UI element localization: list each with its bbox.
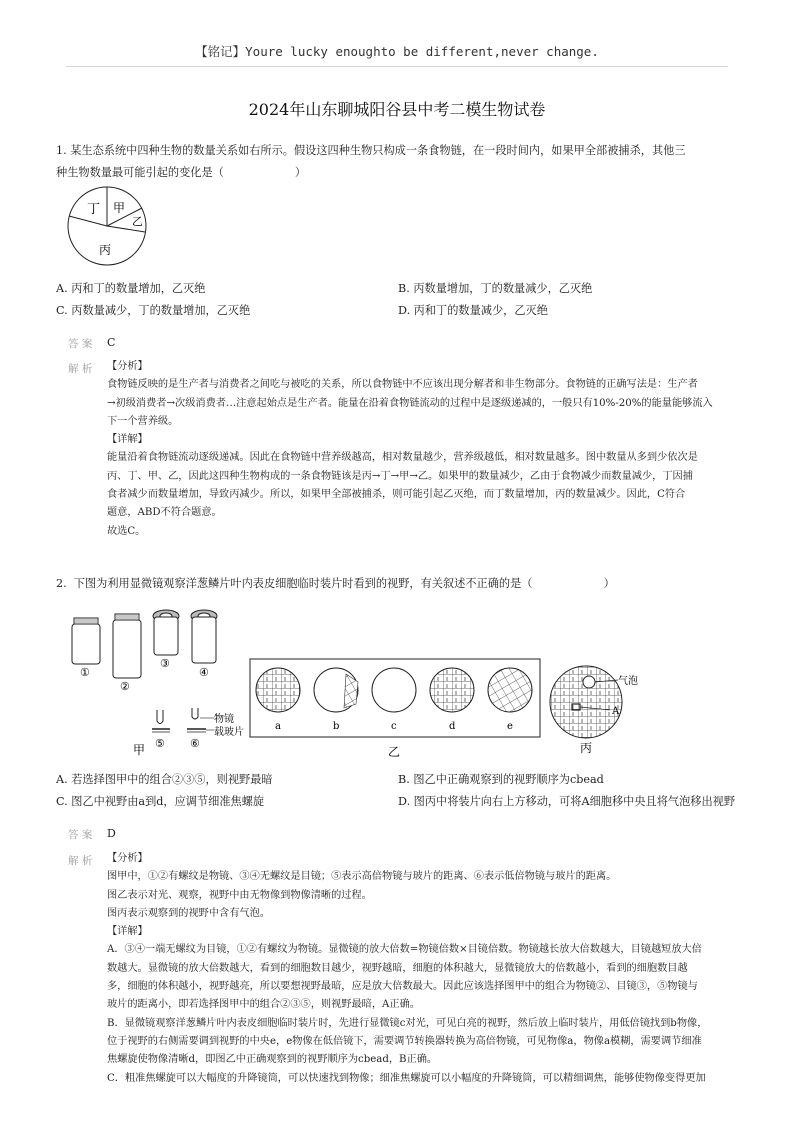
- view-e: [488, 668, 532, 712]
- view-letter-b: b: [333, 721, 340, 732]
- jia-number-3: ③: [160, 657, 170, 670]
- analysis-line: 食物链反映的是生产者与消费者之间吃与被吃的关系，所以食物链中不应该出现分解者和非生物部分。食物链的正确写法是：生产者: [107, 379, 698, 391]
- cell-a-label: A: [612, 706, 620, 717]
- view-letter-a: a: [275, 721, 281, 732]
- objective-lens-1: [72, 618, 100, 664]
- analysis-line: 焦螺旋使物像清晰d，即图乙中正确观察到的视野顺序为cbead，B正确。: [107, 1054, 438, 1066]
- analysis-line: 【详解】: [107, 926, 148, 938]
- objective-distance-6: [187, 708, 206, 732]
- analysis-line: A．③④一端无螺纹为目镜，①②有螺纹为物镜。显微镜的放大倍数=物镜倍数×目镜倍数。物镜越长放大倍数越大，目镜越短放大倍: [107, 944, 702, 956]
- analysis-line: 【详解】: [107, 434, 148, 446]
- analysis-line: 图丙表示观察到的视野中含有气泡。: [107, 907, 270, 919]
- analysis-line: 多，细胞的体积越小，视野越亮，所以要想视野最暗，应是放大倍数最大。因此应该选择图甲中的组合为物镜②、目镜③，⑤物镜与: [107, 981, 698, 993]
- q2-microscope-figure: [56, 604, 746, 760]
- view-letter-c: c: [391, 721, 397, 732]
- q2-option-c[interactable]: C. 图乙中视野由a到d，应调节细准焦螺旋: [56, 795, 265, 808]
- jia-number-4: ④: [199, 666, 209, 679]
- analysis-line: 下一个营养级。: [107, 415, 179, 427]
- analysis-line: 能量沿着食物链流动逐级递减。因此在食物链中营养级越高，相对数量越少，营养级越低，相对数量越多。图中数量从多到少依次是: [107, 452, 698, 464]
- q2-option-b[interactable]: B. 图乙中正确观察到的视野顺序为cbead: [398, 773, 604, 786]
- bubble: [583, 676, 595, 688]
- figure-label-yi: 乙: [388, 745, 401, 759]
- analysis-line: 位于视野的右侧需要调到视野的中央e，e物像在低倍镜下，需要调节转换器转换为高倍物镜，可见物像a，物像a模糊，需要调节细准: [107, 1035, 702, 1047]
- q1-analysis: [107, 358, 732, 541]
- q1-stem: [56, 140, 746, 184]
- analysis-line: 数越大。显微镜的放大倍数越大，看到的细胞数目越少，视野越暗，细胞的体积越大，显微镜放大的倍数越小，看到的细胞数目越: [107, 962, 688, 974]
- pie-label-jia: 甲: [113, 201, 126, 215]
- view-d: [430, 668, 474, 712]
- analysis-line: 图乙表示对光、观察，视野中由无物像到物像清晰的过程。: [107, 889, 372, 901]
- analysis-line: 食者减少而数量增加，导致丙减少。所以，如果甲全部被捕杀，则可能引起乙灭绝，而丁数量增加，丙的数量减少。因此，C符合: [107, 489, 686, 501]
- slide-label: 载玻片: [214, 727, 244, 738]
- page-title: 2024年山东聊城阳谷县中考二模生物试卷: [248, 100, 546, 119]
- q2-answer-label: 答 案: [68, 829, 93, 841]
- q1-answer: C: [107, 336, 116, 349]
- objective-label: 物镜: [214, 714, 234, 725]
- analysis-line: →初级消费者→次级消费者…注意起始点是生产者。能量在沿着食物链流动的过程中是逐级递减的，一般只有10%-20%的能量能够流入: [107, 397, 713, 409]
- jia-number-5: ⑤: [155, 737, 165, 750]
- q1-pie-figure: [56, 186, 166, 266]
- analysis-line: B．显微镜观察洋葱鳞片叶内表皮细胞临时装片时，先进行显微镜c对光，可见白亮的视野，然后放上临时装片，用低倍镜找到b物像，: [107, 1017, 708, 1029]
- pie-label-yi: 乙: [132, 215, 143, 228]
- q1-option-c[interactable]: C. 丙数量减少，丁的数量增加，乙灭绝: [56, 304, 251, 317]
- q1-answer-label: 答 案: [68, 338, 93, 350]
- jia-number-1: ①: [80, 666, 90, 679]
- jia-number-6: ⑥: [190, 737, 200, 750]
- q1-stem-line2: 种生物数量最可能引起的变化是（ ）: [56, 166, 307, 179]
- q2-option-a[interactable]: A. 若选择图甲中的组合②③⑤，则视野最暗: [56, 773, 273, 786]
- analysis-line: 题意，ABD不符合题意。: [107, 507, 222, 519]
- q2-analysis: [107, 850, 732, 1088]
- q2-analysis-label: 解 析: [68, 855, 93, 867]
- q1-option-d[interactable]: D. 丙和丁的数量减少，乙灭绝: [398, 304, 548, 317]
- pie-label-ding: 丁: [87, 202, 101, 217]
- eyepiece-3: [153, 610, 179, 655]
- analysis-line: 玻片的距离小，即若选择图甲中的组合②③⑤，则视野最暗，A正确。: [107, 999, 420, 1011]
- q2-stem: 2. 下图为利用显微镜观察洋葱鳞片叶内表皮细胞临时装片时看到的视野，有关叙述不正确的是（ ）: [56, 577, 615, 590]
- figure-label-jia: 甲: [133, 743, 146, 757]
- q1-stem-line1: 1. 某生态系统中四种生物的数量关系如右所示。假设这四种生物只构成一条食物链，在一段时间内，如果甲全部被捕杀，其他三: [56, 144, 686, 157]
- view-a: [256, 668, 300, 712]
- eyepiece-4: [191, 610, 217, 663]
- q2-answer: D: [107, 827, 116, 840]
- analysis-line: 【分析】: [107, 361, 148, 372]
- header-motto: 【铭记】Youre lucky enoughto be different,never change.: [195, 44, 599, 59]
- view-letter-d: d: [449, 721, 456, 732]
- analysis-line: 图甲中，①②有螺纹是物镜、③④无螺纹是目镜；⑤表示高倍物镜与玻片的距离、⑥表示低倍物镜与玻片的距离。: [107, 871, 617, 883]
- q1-option-b[interactable]: B. 丙数量增加，丁的数量减少，乙灭绝: [398, 282, 593, 295]
- objective-lens-2: [113, 614, 141, 678]
- view-c: [372, 668, 416, 712]
- header-divider: [66, 66, 728, 67]
- bubble-label: 气泡: [618, 676, 638, 687]
- jia-number-2: ②: [120, 680, 130, 693]
- objective-distance-5: [152, 710, 170, 732]
- analysis-line: 故选C。: [107, 525, 146, 537]
- q2-option-d[interactable]: D. 图丙中将装片向右上方移动，可将A细胞移中央且将气泡移出视野: [398, 795, 736, 808]
- analysis-line: 丙、丁、甲、乙，因此这四种生物构成的一条食物链该是丙→丁→甲→乙。如果甲的数量减少，乙由于食物减少而数量减少，丁因捕: [107, 470, 693, 482]
- q1-analysis-label: 解 析: [68, 363, 93, 375]
- q1-option-a[interactable]: A. 丙和丁的数量增加，乙灭绝: [56, 282, 206, 295]
- analysis-line: 【分析】: [107, 853, 148, 864]
- analysis-line: C．粗准焦螺旋可以大幅度的升降镜筒，可以快速找到物像；细准焦螺旋可以小幅度的升降镜筒，可以精细调焦，能够使物像变得更加: [107, 1072, 706, 1084]
- figure-label-bing: 丙: [580, 741, 593, 755]
- view-letter-e: e: [507, 721, 513, 732]
- pie-label-bing: 丙: [99, 243, 112, 257]
